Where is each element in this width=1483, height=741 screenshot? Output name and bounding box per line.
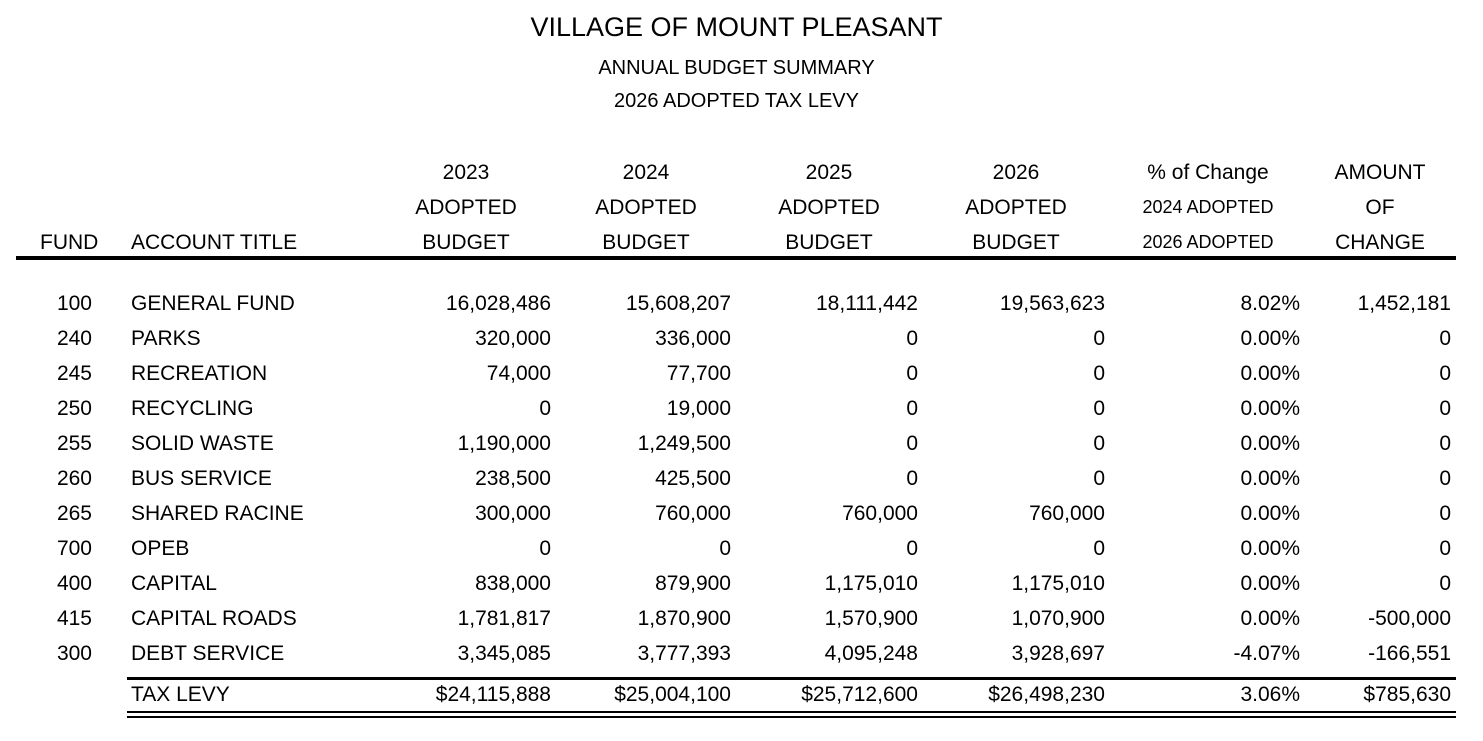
header-2025	[759, 155, 899, 260]
total-2026: $26,498,230	[988, 683, 1105, 706]
cell-amount-change: 1,452,181	[1357, 292, 1451, 315]
cell-account-title: CAPITAL ROADS	[131, 607, 297, 630]
cell-fund: 260	[56, 467, 92, 490]
cell-pct-change: 0.00%	[1240, 397, 1300, 420]
cell-pct-change: 0.00%	[1240, 607, 1300, 630]
cell-2026-budget: 1,175,010	[1011, 572, 1105, 595]
cell-pct-change: 8.02%	[1240, 292, 1300, 315]
header-2024-adopted: ADOPTED	[595, 196, 697, 219]
header-2026-adopted: ADOPTED	[965, 196, 1067, 219]
page-subtitle-summary: ANNUAL BUDGET SUMMARY	[598, 57, 875, 79]
cell-fund: 300	[56, 642, 92, 665]
cell-2023-budget: 16,028,486	[445, 292, 551, 315]
table-row	[0, 426, 1483, 461]
cell-pct-change: 0.00%	[1240, 362, 1300, 385]
header-account-title	[131, 155, 331, 260]
cell-2024-budget: 336,000	[655, 327, 731, 350]
cell-2026-budget: 19,563,623	[999, 292, 1105, 315]
total-2024: $25,004,100	[614, 683, 731, 706]
cell-account-title: SHARED RACINE	[131, 502, 304, 525]
cell-2024-budget: 425,500	[655, 467, 731, 490]
cell-2023-budget: 74,000	[486, 362, 551, 385]
cell-2024-budget: 19,000	[666, 397, 731, 420]
table-row	[0, 356, 1483, 391]
cell-2025-budget: 1,570,900	[824, 607, 918, 630]
page-title: VILLAGE OF MOUNT PLEASANT	[530, 12, 943, 42]
cell-2023-budget: 0	[539, 397, 551, 420]
header-2026-budget: BUDGET	[972, 231, 1060, 254]
cell-pct-change: 0.00%	[1240, 572, 1300, 595]
cell-account-title: RECREATION	[131, 362, 268, 385]
header-2026	[946, 155, 1086, 260]
cell-pct-change: -4.07%	[1233, 642, 1300, 665]
cell-fund: 415	[56, 607, 92, 630]
header-divider	[16, 256, 1456, 260]
table-row	[0, 636, 1483, 671]
cell-2025-budget: 0	[906, 537, 918, 560]
cell-2026-budget: 1,070,900	[1011, 607, 1105, 630]
cell-pct-change: 0.00%	[1240, 327, 1300, 350]
cell-amount-change: 0	[1439, 537, 1451, 560]
table-row	[0, 601, 1483, 636]
table-row	[0, 286, 1483, 321]
table-row	[0, 391, 1483, 426]
cell-2023-budget: 300,000	[475, 502, 551, 525]
cell-2024-budget: 0	[719, 537, 731, 560]
header-2023-adopted: ADOPTED	[415, 196, 517, 219]
header-pct-to: 2026 ADOPTED	[1142, 232, 1274, 252]
cell-pct-change: 0.00%	[1240, 537, 1300, 560]
cell-2023-budget: 238,500	[475, 467, 551, 490]
cell-amount-change: -500,000	[1368, 607, 1451, 630]
cell-2026-budget: 0	[1093, 327, 1105, 350]
header-2023	[396, 155, 536, 260]
header-2025-adopted: ADOPTED	[778, 196, 880, 219]
cell-amount-change: 0	[1439, 467, 1451, 490]
cell-fund: 240	[56, 327, 92, 350]
total-double-rule-2	[127, 716, 1456, 718]
header-amount-change	[1320, 155, 1440, 260]
cell-2025-budget: 18,111,442	[816, 292, 918, 315]
cell-2024-budget: 760,000	[655, 502, 731, 525]
cell-2023-budget: 1,781,817	[457, 607, 551, 630]
cell-amount-change: 0	[1439, 362, 1451, 385]
cell-2023-budget: 838,000	[475, 572, 551, 595]
cell-2023-budget: 320,000	[475, 327, 551, 350]
header-2024-budget: BUDGET	[602, 231, 690, 254]
cell-2026-budget: 0	[1093, 537, 1105, 560]
cell-amount-change: 0	[1439, 432, 1451, 455]
cell-account-title: OPEB	[131, 537, 190, 560]
cell-amount-change: 0	[1439, 572, 1451, 595]
total-2023: $24,115,888	[435, 683, 551, 706]
cell-2025-budget: 0	[906, 327, 918, 350]
cell-account-title: GENERAL FUND	[131, 292, 295, 315]
cell-pct-change: 0.00%	[1240, 432, 1300, 455]
cell-fund: 250	[56, 397, 92, 420]
page-subtitle-levy: 2026 ADOPTED TAX LEVY	[614, 90, 859, 112]
cell-2026-budget: 760,000	[1029, 502, 1105, 525]
total-title: TAX LEVY	[131, 683, 230, 706]
cell-pct-change: 0.00%	[1240, 502, 1300, 525]
cell-2026-budget: 0	[1093, 467, 1105, 490]
cell-amount-change: 0	[1439, 502, 1451, 525]
cell-2024-budget: 77,700	[666, 362, 731, 385]
header-2025-year: 2025	[805, 161, 853, 184]
header-2024	[576, 155, 716, 260]
cell-2026-budget: 3,928,697	[1011, 642, 1105, 665]
header-amount-of: OF	[1365, 196, 1395, 219]
cell-2024-budget: 3,777,393	[637, 642, 731, 665]
header-2026-year: 2026	[992, 161, 1040, 184]
total-pct: 3.06%	[1240, 683, 1300, 706]
header-pct-label: % of Change	[1147, 161, 1269, 184]
cell-account-title: PARKS	[131, 327, 201, 350]
cell-pct-change: 0.00%	[1240, 467, 1300, 490]
header-fund	[40, 155, 104, 260]
cell-2025-budget: 0	[906, 362, 918, 385]
cell-amount-change: -166,551	[1368, 642, 1451, 665]
cell-2025-budget: 0	[906, 397, 918, 420]
cell-fund: 255	[56, 432, 92, 455]
cell-fund: 100	[56, 292, 92, 315]
cell-2025-budget: 760,000	[842, 502, 918, 525]
cell-account-title: RECYCLING	[131, 397, 254, 420]
header-amount-change-label: CHANGE	[1335, 231, 1425, 254]
cell-account-title: BUS SERVICE	[131, 467, 272, 490]
cell-2025-budget: 0	[906, 432, 918, 455]
cell-2026-budget: 0	[1093, 432, 1105, 455]
cell-2023-budget: 3,345,085	[457, 642, 551, 665]
cell-fund: 245	[56, 362, 92, 385]
header-account-title-label: ACCOUNT TITLE	[131, 231, 298, 254]
header-2023-year: 2023	[442, 161, 490, 184]
cell-2025-budget: 1,175,010	[824, 572, 918, 595]
cell-2025-budget: 4,095,248	[824, 642, 918, 665]
table-row	[0, 531, 1483, 566]
table-row	[0, 566, 1483, 601]
cell-fund: 400	[56, 572, 92, 595]
header-pct-change	[1120, 155, 1296, 260]
header-2023-budget: BUDGET	[422, 231, 510, 254]
cell-amount-change: 0	[1439, 397, 1451, 420]
total-double-rule-1	[127, 711, 1456, 713]
cell-account-title: CAPITAL	[131, 572, 217, 595]
cell-2025-budget: 0	[906, 467, 918, 490]
cell-2024-budget: 15,608,207	[625, 292, 731, 315]
cell-amount-change: 0	[1439, 327, 1451, 350]
total-row	[0, 677, 1483, 712]
table-row	[0, 321, 1483, 356]
cell-2023-budget: 0	[539, 537, 551, 560]
cell-fund: 265	[56, 502, 92, 525]
cell-account-title: DEBT SERVICE	[131, 642, 285, 665]
header-2024-year: 2024	[622, 161, 670, 184]
header-amount-label: AMOUNT	[1334, 161, 1426, 184]
cell-2026-budget: 0	[1093, 397, 1105, 420]
header-fund-label: FUND	[40, 231, 99, 254]
cell-fund: 700	[56, 537, 92, 560]
cell-2024-budget: 1,870,900	[637, 607, 731, 630]
header-pct-from: 2024 ADOPTED	[1142, 197, 1274, 217]
cell-2026-budget: 0	[1093, 362, 1105, 385]
total-2025: $25,712,600	[801, 683, 918, 706]
table-row	[0, 461, 1483, 496]
total-amount: $785,630	[1363, 683, 1451, 706]
cell-2024-budget: 879,900	[655, 572, 731, 595]
header-2025-budget: BUDGET	[785, 231, 873, 254]
cell-account-title: SOLID WASTE	[131, 432, 274, 455]
cell-2024-budget: 1,249,500	[637, 432, 731, 455]
table-row	[0, 496, 1483, 531]
cell-2023-budget: 1,190,000	[457, 432, 551, 455]
